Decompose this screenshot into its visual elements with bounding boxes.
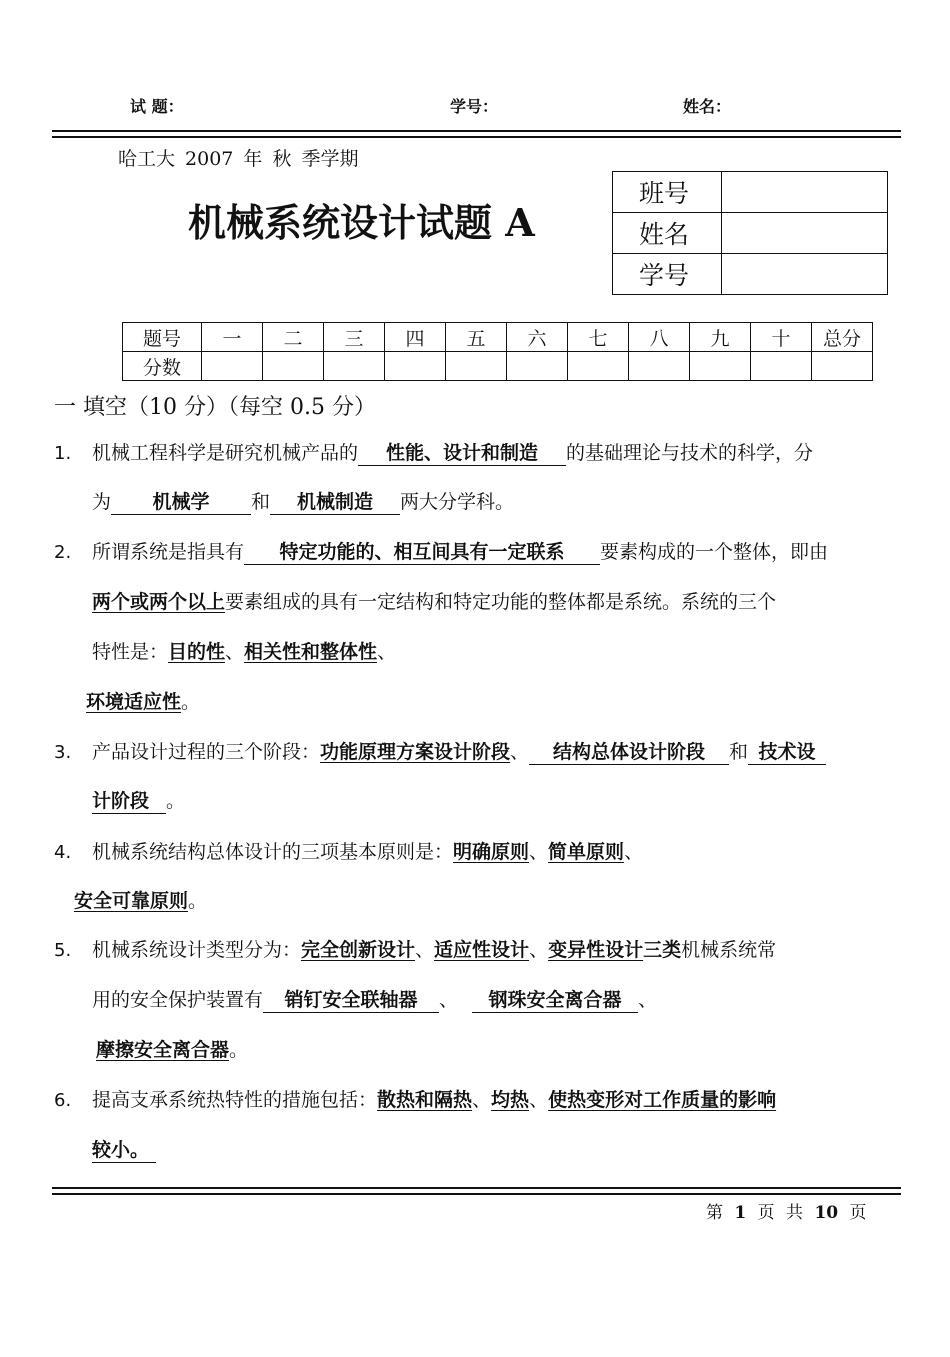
question-2-line-2 xyxy=(92,590,776,614)
info-row-class xyxy=(613,172,888,213)
question-text: 和 xyxy=(729,741,749,763)
score-cell: 八 xyxy=(629,323,690,352)
page-total: 10 xyxy=(814,1203,839,1223)
answer-text: 环境适应性 xyxy=(86,691,182,713)
answer-text: 明确原则 xyxy=(453,841,530,863)
question-6 xyxy=(54,1088,776,1113)
question-number: 3. xyxy=(54,742,72,763)
separator: 。 xyxy=(229,1039,249,1061)
score-header-row xyxy=(123,323,873,352)
score-cell: 二 xyxy=(263,323,324,352)
question-text: 要素组成的具有一定结构和特定功能的整体都是系统。系统的三个 xyxy=(225,591,777,613)
exam-title: 机械系统设计试题 A xyxy=(188,200,535,245)
score-cell: 题号 xyxy=(123,323,202,352)
separator: 、 xyxy=(415,939,435,961)
info-value[interactable] xyxy=(722,213,888,254)
separator: 、 xyxy=(377,641,397,663)
score-cell: 总分 xyxy=(812,323,873,352)
score-input[interactable] xyxy=(690,352,751,381)
question-4-line-2 xyxy=(74,889,207,913)
answer-blank: 技术设 xyxy=(748,740,826,765)
question-text: 机械系统常 xyxy=(681,939,777,961)
answer-text: 适应性设计 xyxy=(434,939,530,961)
info-value[interactable] xyxy=(722,172,888,213)
question-2-line-3 xyxy=(92,640,396,664)
score-cell: 十 xyxy=(751,323,812,352)
separator: 、 xyxy=(510,741,530,763)
answer-blank: 较小。 xyxy=(92,1138,156,1163)
score-input[interactable] xyxy=(446,352,507,381)
score-cell: 四 xyxy=(385,323,446,352)
score-table xyxy=(122,322,873,381)
question-2 xyxy=(54,540,828,565)
separator: 、 xyxy=(529,1089,549,1111)
separator: 、 xyxy=(638,989,658,1011)
separator: 、 xyxy=(624,841,644,863)
question-number: 5. xyxy=(54,940,72,961)
answer-text: 完全创新设计 xyxy=(301,939,416,961)
score-input[interactable] xyxy=(202,352,263,381)
separator: 。 xyxy=(181,691,201,713)
question-5 xyxy=(54,938,776,963)
question-text: 机械系统设计类型分为： xyxy=(92,939,302,961)
section-heading: 一 填空（10 分）（每空 0.5 分） xyxy=(54,395,376,420)
answer-text: 功能原理方案设计阶段 xyxy=(320,741,511,763)
info-row-name xyxy=(613,213,888,254)
separator: 、 xyxy=(225,641,245,663)
page-label: 页 共 xyxy=(757,1203,804,1223)
question-number: 2. xyxy=(54,542,72,563)
header-rule-top xyxy=(52,130,901,132)
score-cell: 九 xyxy=(690,323,751,352)
score-input[interactable] xyxy=(629,352,690,381)
score-input[interactable] xyxy=(751,352,812,381)
question-5-line-2 xyxy=(92,988,657,1013)
info-label: 学号 xyxy=(613,254,722,295)
question-number: 4. xyxy=(54,842,72,863)
question-text: 特性是： xyxy=(92,641,169,663)
answer-blank: 计阶段 xyxy=(92,789,166,814)
question-3 xyxy=(54,740,826,765)
answer-blank: 结构总体设计阶段 xyxy=(529,740,729,765)
score-input[interactable] xyxy=(263,352,324,381)
question-text: 为 xyxy=(92,491,112,513)
page-label: 页 xyxy=(849,1203,867,1223)
question-text: 要素构成的一个整体，即由 xyxy=(600,541,829,563)
answer-blank: 机械学 xyxy=(111,490,251,515)
page-number: 1 xyxy=(734,1203,747,1223)
answer-text: 摩擦安全离合器 xyxy=(96,1039,230,1061)
score-cell: 三 xyxy=(324,323,385,352)
question-4 xyxy=(54,840,643,865)
name-label: 姓名： xyxy=(683,97,732,116)
separator: 、 xyxy=(472,1089,492,1111)
answer-blank: 机械制造 xyxy=(270,490,400,515)
answer-text: 使热变形对工作质量的影响 xyxy=(548,1089,777,1111)
question-5-line-3 xyxy=(96,1038,248,1062)
answer-text: 两个或两个以上 xyxy=(92,591,226,613)
page-label: 第 xyxy=(706,1203,723,1223)
question-text: 机械工程科学是研究机械产品的 xyxy=(92,442,359,464)
separator: 。 xyxy=(188,890,208,912)
question-2-line-4 xyxy=(86,690,200,714)
info-value[interactable] xyxy=(722,254,888,295)
question-text: 两大分学科。 xyxy=(400,491,515,513)
question-number: 6. xyxy=(54,1090,72,1111)
answer-blank: 钢珠安全离合器 xyxy=(472,988,638,1013)
info-label: 班号 xyxy=(613,172,722,213)
exam-label: 试 题： xyxy=(130,97,184,116)
separator: 、 xyxy=(529,841,549,863)
answer-text: 简单原则 xyxy=(548,841,625,863)
question-number: 1. xyxy=(54,443,72,464)
student-id-label: 学号： xyxy=(450,97,499,116)
footer-rule-top xyxy=(52,1187,901,1189)
question-1-line-2 xyxy=(92,490,514,515)
question-text: 用的安全保护装置有 xyxy=(92,989,264,1011)
separator: 、 xyxy=(439,989,459,1011)
score-value-row xyxy=(123,352,873,381)
answer-text: 安全可靠原则 xyxy=(74,890,189,912)
answer-blank: 性能、设计和制造 xyxy=(358,441,566,466)
answer-text: 相关性和整体性 xyxy=(244,641,378,663)
semester-line: 哈工大 2007 年 秋 季学期 xyxy=(118,148,359,170)
answer-text: 目的性 xyxy=(168,641,226,663)
answer-text: 变异性设计 xyxy=(548,939,644,961)
score-input[interactable] xyxy=(324,352,385,381)
answer-text: 散热和隔热 xyxy=(377,1089,473,1111)
answer-text: 均热 xyxy=(491,1089,530,1111)
answer-text: 三类 xyxy=(643,939,682,961)
question-text: 所谓系统是指具有 xyxy=(92,541,245,563)
answer-blank: 特定功能的、相互间具有一定联系 xyxy=(244,540,600,565)
question-text: 的基础理论与技术的科学，分 xyxy=(566,442,814,464)
score-input[interactable] xyxy=(385,352,446,381)
question-6-line-2 xyxy=(92,1138,156,1163)
question-text: 和 xyxy=(251,491,271,513)
answer-blank: 销钉安全联轴器 xyxy=(263,988,439,1013)
score-input[interactable] xyxy=(812,352,873,381)
score-cell: 一 xyxy=(202,323,263,352)
question-3-line-2 xyxy=(92,789,185,814)
question-text: 提高支承系统热特性的措施包括： xyxy=(92,1089,378,1111)
separator: 。 xyxy=(166,790,186,812)
question-1 xyxy=(54,441,813,466)
score-input[interactable] xyxy=(568,352,629,381)
question-text: 产品设计过程的三个阶段： xyxy=(92,741,321,763)
footer-rule-bottom xyxy=(52,1193,901,1195)
score-cell: 六 xyxy=(507,323,568,352)
score-input[interactable] xyxy=(507,352,568,381)
score-cell: 分数 xyxy=(123,352,202,381)
info-label: 姓名 xyxy=(613,213,722,254)
info-row-id xyxy=(613,254,888,295)
separator: 、 xyxy=(529,939,549,961)
question-text: 机械系统结构总体设计的三项基本原则是： xyxy=(92,841,454,863)
student-info-table xyxy=(612,171,888,295)
header-rule-bottom xyxy=(52,136,901,138)
page-indicator xyxy=(706,1198,867,1223)
score-cell: 五 xyxy=(446,323,507,352)
score-cell: 七 xyxy=(568,323,629,352)
